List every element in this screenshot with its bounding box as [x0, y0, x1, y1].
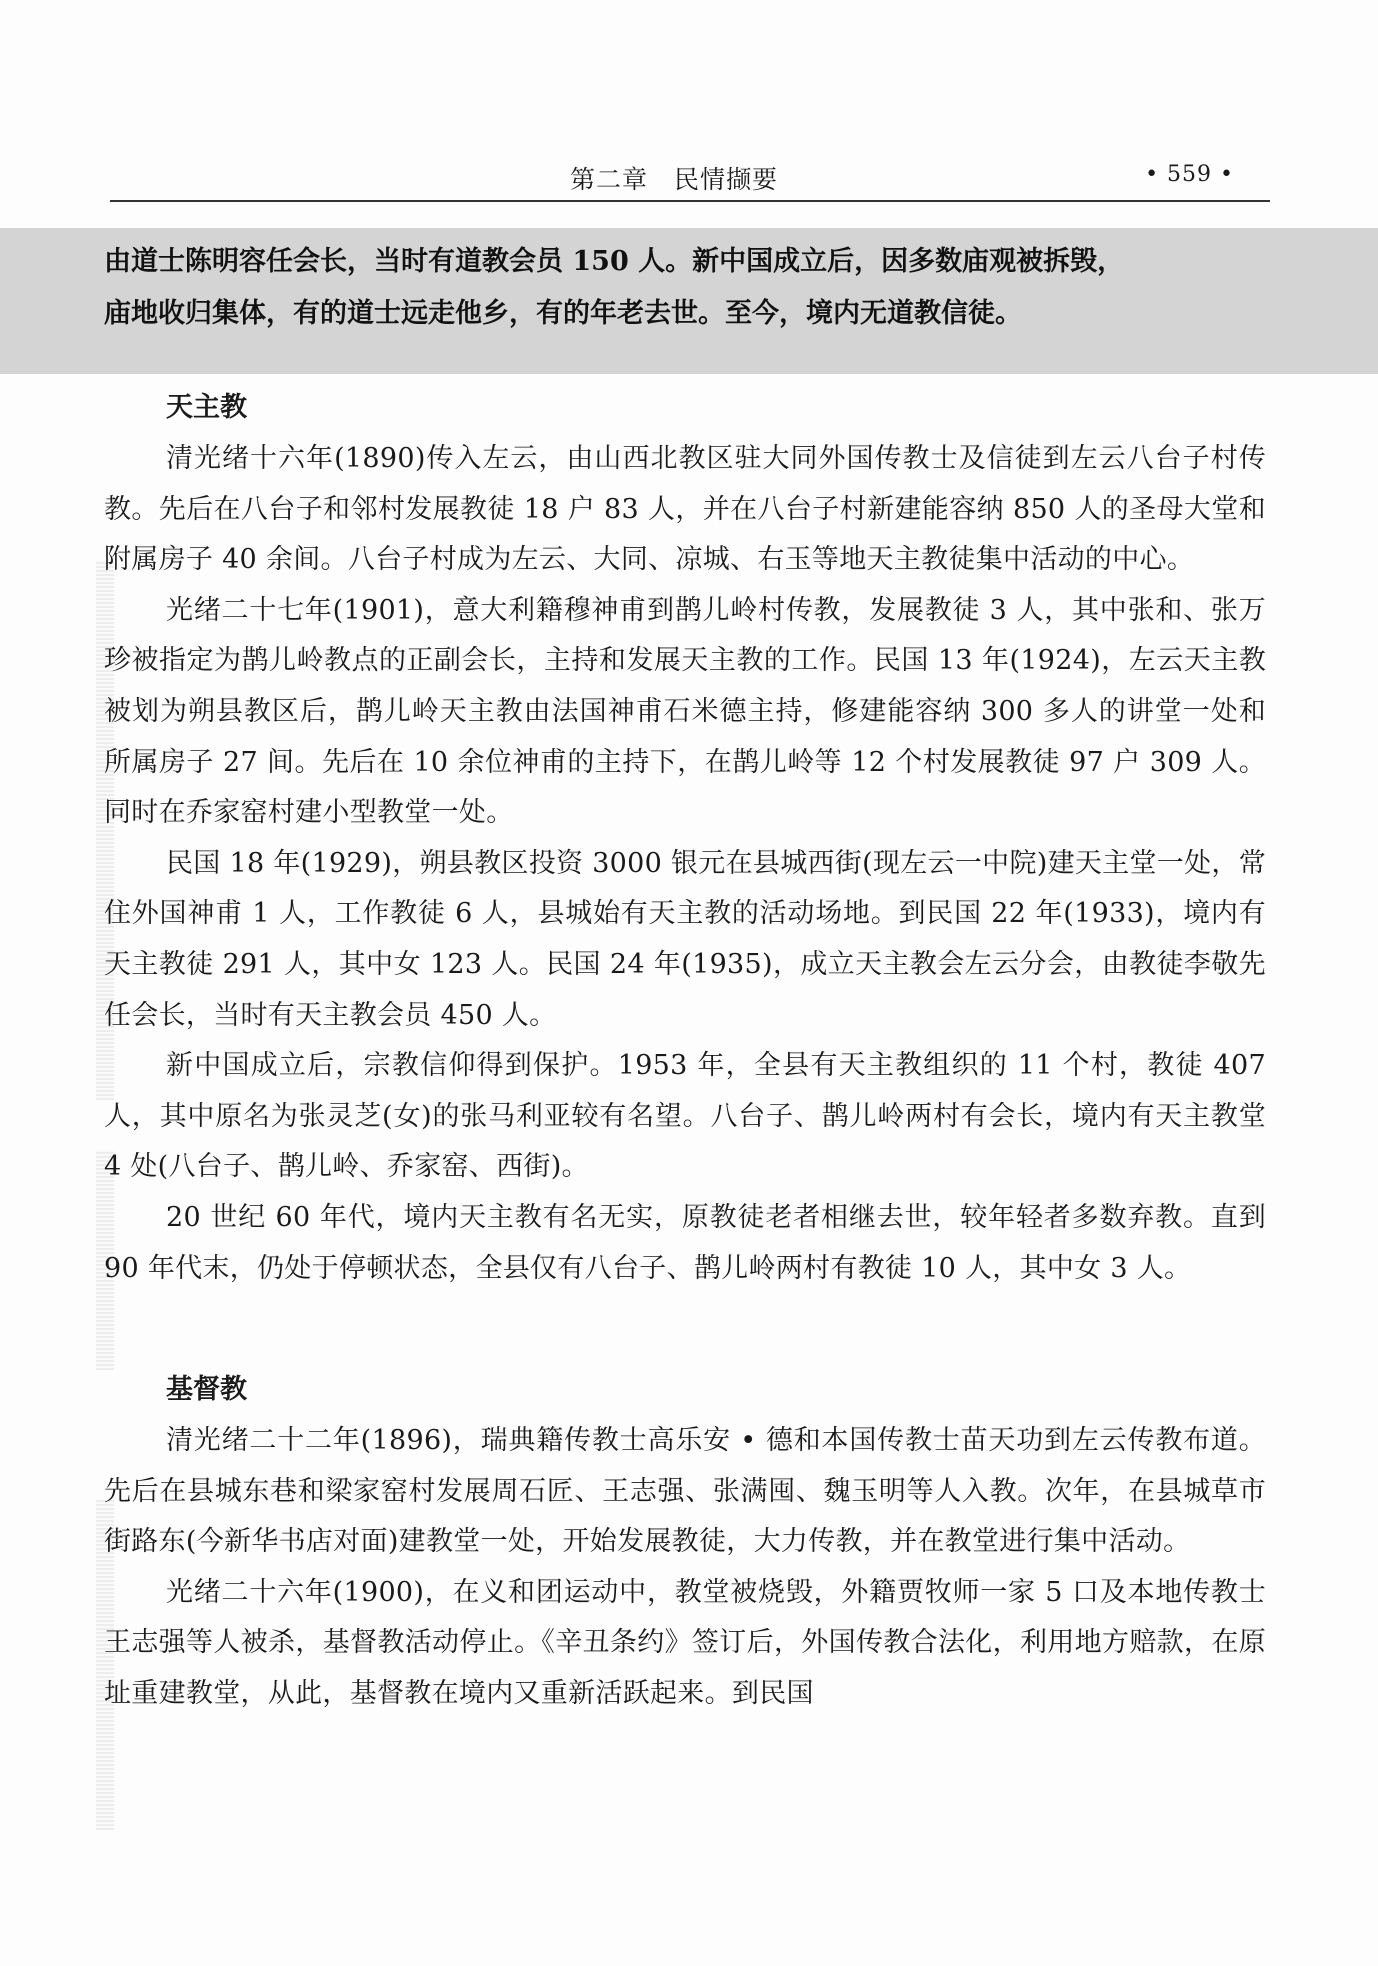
paragraph: 光绪二十七年(1901)，意大利籍穆神甫到鹊儿岭村传教，发展教徒 3 人，其中张和、张万珍被指定为鹊儿岭教点的正副会长，主持和发展天主教的工作。民国 13 年(1924)，左云天主教被划为朔县教区后，鹊儿岭天主教由法国神甫石米德主持，修建能容纳 300 多人的讲堂一处和所属房子 27 间。先后在 10 余位神甫的主持下，在鹊儿岭等 12 个村发展教徒 97 户 309 人。同时在乔家窑村建小型教堂一处。: [104, 594, 1266, 829]
paragraph: 民国 18 年(1929)，朔县教区投资 3000 银元在县城西街(现左云一中院)建天主堂一处，常住外国神甫 1 人，工作教徒 6 人，县城始有天主教的活动场地。到民国 22 年(1933)，境内有天主教徒 291 人，其中女 123 人。民国 24 年(1935)，成立天主教会左云分会，由教徒李敬先任会长，当时有天主教会员 450 人。: [104, 847, 1266, 1031]
paragraph: 新中国成立后，宗教信仰得到保护。1953 年，全县有天主教组织的 11 个村，教徒 407 人，其中原名为张灵芝(女)的张马利亚较有名望。八台子、鹊儿岭两村有会长，境内有天主教堂 4 处(八台子、鹊儿岭、乔家窑、西街)。: [104, 1050, 1266, 1183]
section-christianity: [104, 1364, 1266, 1720]
highlighted-line: 庙地收归集体，有的道士远走他乡，有的年老去世。至今，境内无道教信徒。: [104, 298, 1022, 329]
section-spacer: [104, 1294, 1266, 1364]
running-header: [110, 156, 1270, 202]
highlighted-passage[interactable]: [104, 236, 1264, 340]
highlighted-line: 由道士陈明容任会长，当时有道教会员 150 人。新中国成立后，因多数庙观被拆毁，: [104, 246, 1125, 277]
section-heading: 天主教: [166, 392, 247, 423]
section-catholicism: [104, 382, 1266, 1294]
paragraph: 清光绪二十二年(1896)，瑞典籍传教士高乐安 • 德和本国传教士苗天功到左云传教布道。先后在县城东巷和梁家窑村发展周石匠、王志强、张满囤、魏玉明等人入教。次年，在县城草市街路东(今新华书店对面)建教堂一处，开始发展教徒，大力传教，并在教堂进行集中活动。: [104, 1425, 1266, 1558]
page-number: • 559 •: [1145, 162, 1234, 187]
paragraph: 光绪二十六年(1900)，在义和团运动中，教堂被烧毁，外籍贾牧师一家 5 口及本地传教士王志强等人被杀，基督教活动停止。《辛丑条约》签订后，外国传教合法化，利用地方赔款，在原址重建教堂，从此，基督教在境内又重新活跃起来。到民国: [104, 1576, 1266, 1710]
header-rule: [110, 200, 1270, 202]
chapter-title: 第二章 民情撷要: [570, 165, 779, 194]
section-heading: 基督教: [166, 1374, 247, 1406]
paragraph: 清光绪十六年(1890)传入左云，由山西北教区驻大同外国传教士及信徒到左云八台子村传教。先后在八台子和邻村发展教徒 18 户 83 人，并在八台子村新建能容纳 850 人的圣母大堂和附属房子 40 余间。八台子村成为左云、大同、凉城、右玉等地天主教徒集中活动的中心。: [104, 443, 1266, 576]
page-body: [104, 382, 1266, 1720]
paragraph: 20 世纪 60 年代，境内天主教有名无实，原教徒老者相继去世，较年轻者多数弃教。直到 90 年代末，仍处于停顿状态，全县仅有八台子、鹊儿岭两村有教徒 10 人，其中女 3 人。: [104, 1201, 1266, 1284]
